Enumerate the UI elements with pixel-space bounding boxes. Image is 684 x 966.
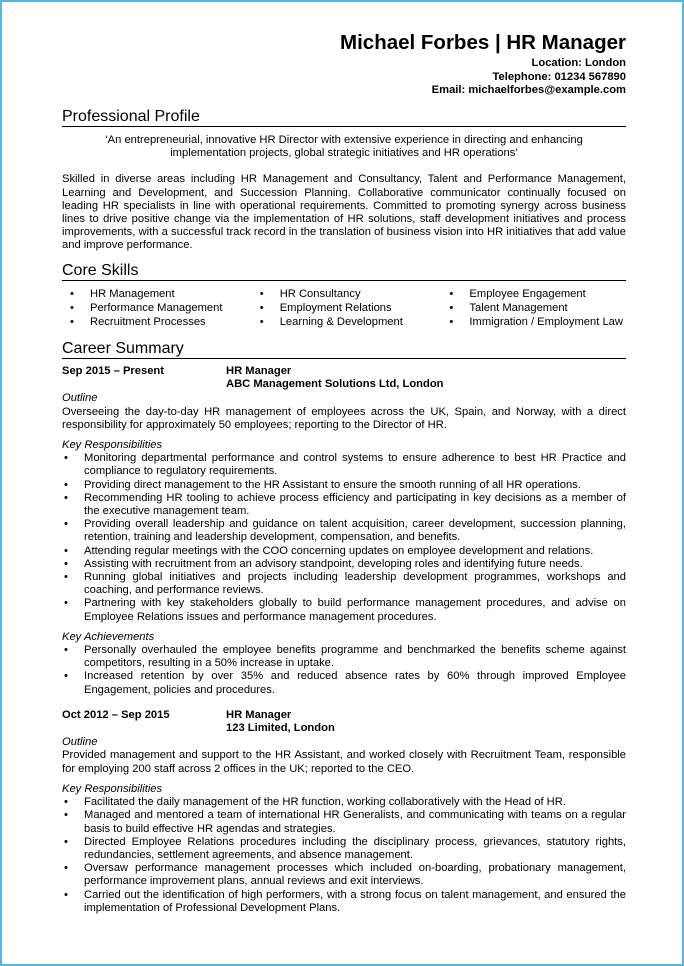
skill-item: • HR Management <box>90 287 252 301</box>
list-item: • Increased retention by over 35% and reduced absence rates by 60% through improved Employee Engagement, policies and procedures. <box>84 670 626 696</box>
career-heading: Career Summary <box>62 339 626 359</box>
job-title-block <box>226 709 335 735</box>
profile-heading: Professional Profile <box>62 107 626 127</box>
job-company: 123 Limited, London <box>226 722 335 735</box>
name-title: Michael Forbes | HR Manager <box>340 31 626 54</box>
list-item: • Providing overall leadership and guidance on talent acquisition, career development, succession planning, retention, training and leadership development, compensation, and benefits. <box>84 518 626 544</box>
list-item: • Oversaw performance management processes which included on-boarding, probationary management, performance improvement plans, annual reviews and exit interviews. <box>84 862 626 888</box>
list-item: • Attending regular meetings with the COO concerning updates on employee development and relations. <box>84 545 626 558</box>
job-header <box>62 365 626 391</box>
skill-item: • Performance Management <box>90 301 252 315</box>
skills-grid <box>62 287 626 329</box>
telephone-text: Telephone: 01234 567890 <box>492 70 626 83</box>
profile-section <box>62 107 626 253</box>
job-entry-1 <box>62 365 626 697</box>
skill-item: • Talent Management <box>469 301 626 315</box>
list-item: • Assisting with recruitment from an advisory standpoint, developing roles and identifying future needs. <box>84 558 626 571</box>
career-section <box>62 339 626 915</box>
job-company: ABC Management Solutions Ltd, London <box>226 378 444 391</box>
job-header <box>62 709 626 735</box>
achievements-label: Key Achievements <box>62 630 155 643</box>
skill-item: • Immigration / Employment Law <box>469 315 626 329</box>
skills-column-3 <box>441 287 626 329</box>
list-item: • Running global initiatives and projects including leadership development programmes, workshops and coaching, and performance reviews. <box>84 571 626 597</box>
job-title: HR Manager <box>226 708 292 721</box>
skills-section <box>62 261 626 329</box>
list-item: • Managed and mentored a team of international HR Generalists, and communicating with teams on a regular basis to build effective HR agendas and strategies. <box>84 809 626 835</box>
quote-line-2: implementation projects, global strategic initiatives and HR operations’ <box>170 147 518 160</box>
list-item: • Monitoring departmental performance and control systems to ensure adherence to best HR Practice and compliance to regulatory requirements. <box>84 452 626 478</box>
skill-item: • Recruitment Processes <box>90 315 252 329</box>
profile-summary: Skilled in diverse areas including HR Management and Consultancy, Talent and Performance Management, Learning and Development, and Succession Planning. Collaborative communicator continually focused on leading HR specialists in line with operational requirements. Committed to promoting synergy across business lines to drive positive change via the implementation of HR solutions, staff development initiatives and process improvements, with a successful track record in the translation of business vision into HR initiatives that add value and improve performance. <box>62 173 626 252</box>
skill-item: • Employment Relations <box>280 301 442 315</box>
profile-quote <box>62 134 626 160</box>
quote-line-1: ‘An entrepreneurial, innovative HR Director with extensive experience in directing and enhancing <box>105 134 583 146</box>
contact-block <box>432 57 626 98</box>
outline-label: Outline <box>62 736 98 749</box>
list-item: • Partnering with key stakeholders globally to build performance management procedures, and advise on Employee Relations issues and performance management procedures. <box>84 597 626 623</box>
outline-label: Outline <box>62 392 98 405</box>
job-title: HR Manager <box>226 365 292 377</box>
responsibilities-list <box>62 796 626 915</box>
job-title-block <box>226 365 444 391</box>
list-item: • Providing direct management to the HR Assistant to ensure the smooth running of all HR operations. <box>84 479 626 492</box>
location-text: Location: London <box>531 57 626 69</box>
list-item: • Carried out the identification of high performers, with a strong focus on talent management, and ensured the implementation of Professional Development Plans. <box>84 889 626 915</box>
job-dates: Sep 2015 – Present <box>62 365 164 377</box>
job-outline: Overseeing the day-to-day HR management of employees across the UK, Spain, and Norway, with a direct responsibility for approximately 50 employees; reporting to the Director of HR. <box>62 405 626 431</box>
responsibilities-list <box>62 452 626 624</box>
list-item: • Recommending HR tooling to achieve process efficiency and participating in key decisions as a member of the executive management team. <box>84 492 626 518</box>
skills-heading: Core Skills <box>62 261 626 281</box>
responsibilities-label: Key Responsibilities <box>62 439 163 452</box>
skill-item: • Employee Engagement <box>469 287 626 301</box>
skills-column-2 <box>252 287 442 329</box>
list-item: • Personally overhauled the employee benefits programme and benchmarked the benefits scheme against competitors, resulting in a 50% increase in uptake. <box>84 644 626 670</box>
job-entry-2 <box>62 709 626 915</box>
responsibilities-label: Key Responsibilities <box>62 782 163 795</box>
list-item: • Directed Employee Relations procedures including the disciplinary process, grievances, statutory rights, redundancies, settlement agreements, and absence management. <box>84 836 626 862</box>
list-item: • Facilitated the daily management of the HR function, working collaboratively with the Head of HR. <box>84 796 626 809</box>
skills-column-1 <box>62 287 252 329</box>
achievements-list <box>62 644 626 697</box>
skill-item: • HR Consultancy <box>280 287 442 301</box>
job-outline: Provided management and support to the HR Assistant, and worked closely with Recruitment Team, responsible for employing 200 staff across 2 offices in the UK; reported to the CEO. <box>62 749 626 775</box>
job-dates: Oct 2012 – Sep 2015 <box>62 708 170 721</box>
skill-item: • Learning & Development <box>280 315 442 329</box>
email-text: Email: michaelforbes@example.com <box>431 84 626 97</box>
